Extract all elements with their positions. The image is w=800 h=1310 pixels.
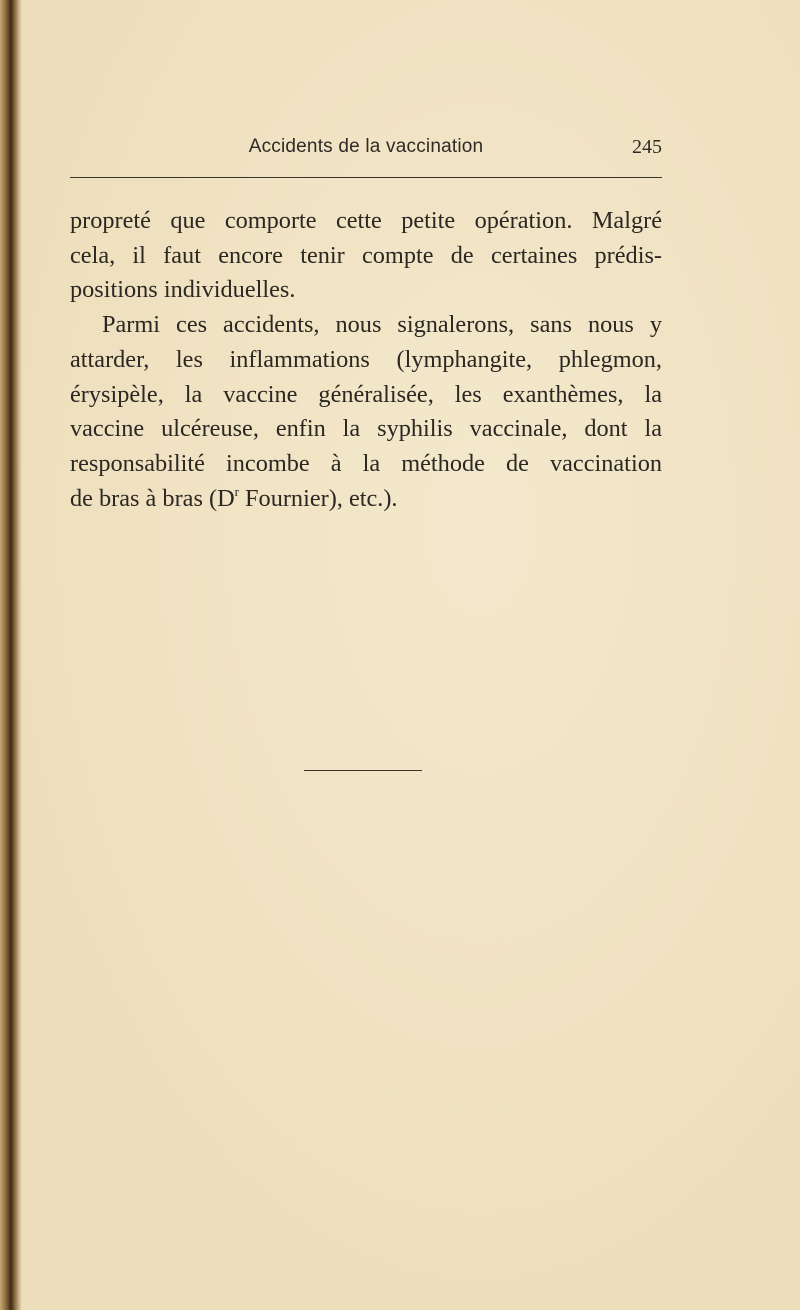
- text-line-final: [70, 482, 662, 517]
- running-head: [70, 136, 662, 164]
- page-number: 245: [632, 136, 662, 158]
- text-line: attarder, les inflammations (lymphangite, phlegmon,: [70, 345, 662, 373]
- header-rule: [70, 177, 662, 178]
- superscript: r: [234, 483, 239, 499]
- text-line: cela, il faut encore tenir compte de certaines prédis-: [70, 241, 662, 269]
- text-line: Parmi ces accidents, nous signalerons, sans nous y: [102, 311, 662, 339]
- text-line: positions individuelles.: [70, 276, 296, 304]
- body-text: [70, 204, 662, 516]
- page-binding-edge: [0, 0, 22, 1310]
- text-fragment: de bras à bras (D: [70, 484, 235, 512]
- text-line: responsabilité incombe à la méthode de vaccination: [70, 449, 662, 477]
- text-fragment: Fournier), etc.).: [238, 484, 398, 512]
- paragraph-2: [70, 308, 662, 516]
- end-rule: [304, 770, 422, 771]
- paragraph-1: [70, 204, 662, 308]
- text-line: érysipèle, la vaccine généralisée, les exanthèmes, la: [70, 380, 662, 408]
- text-line: vaccine ulcéreuse, enfin la syphilis vaccinale, dont la: [70, 415, 662, 443]
- running-title: Accidents de la vaccination: [248, 136, 484, 157]
- text-line: propreté que comporte cette petite opération. Malgré: [70, 207, 662, 234]
